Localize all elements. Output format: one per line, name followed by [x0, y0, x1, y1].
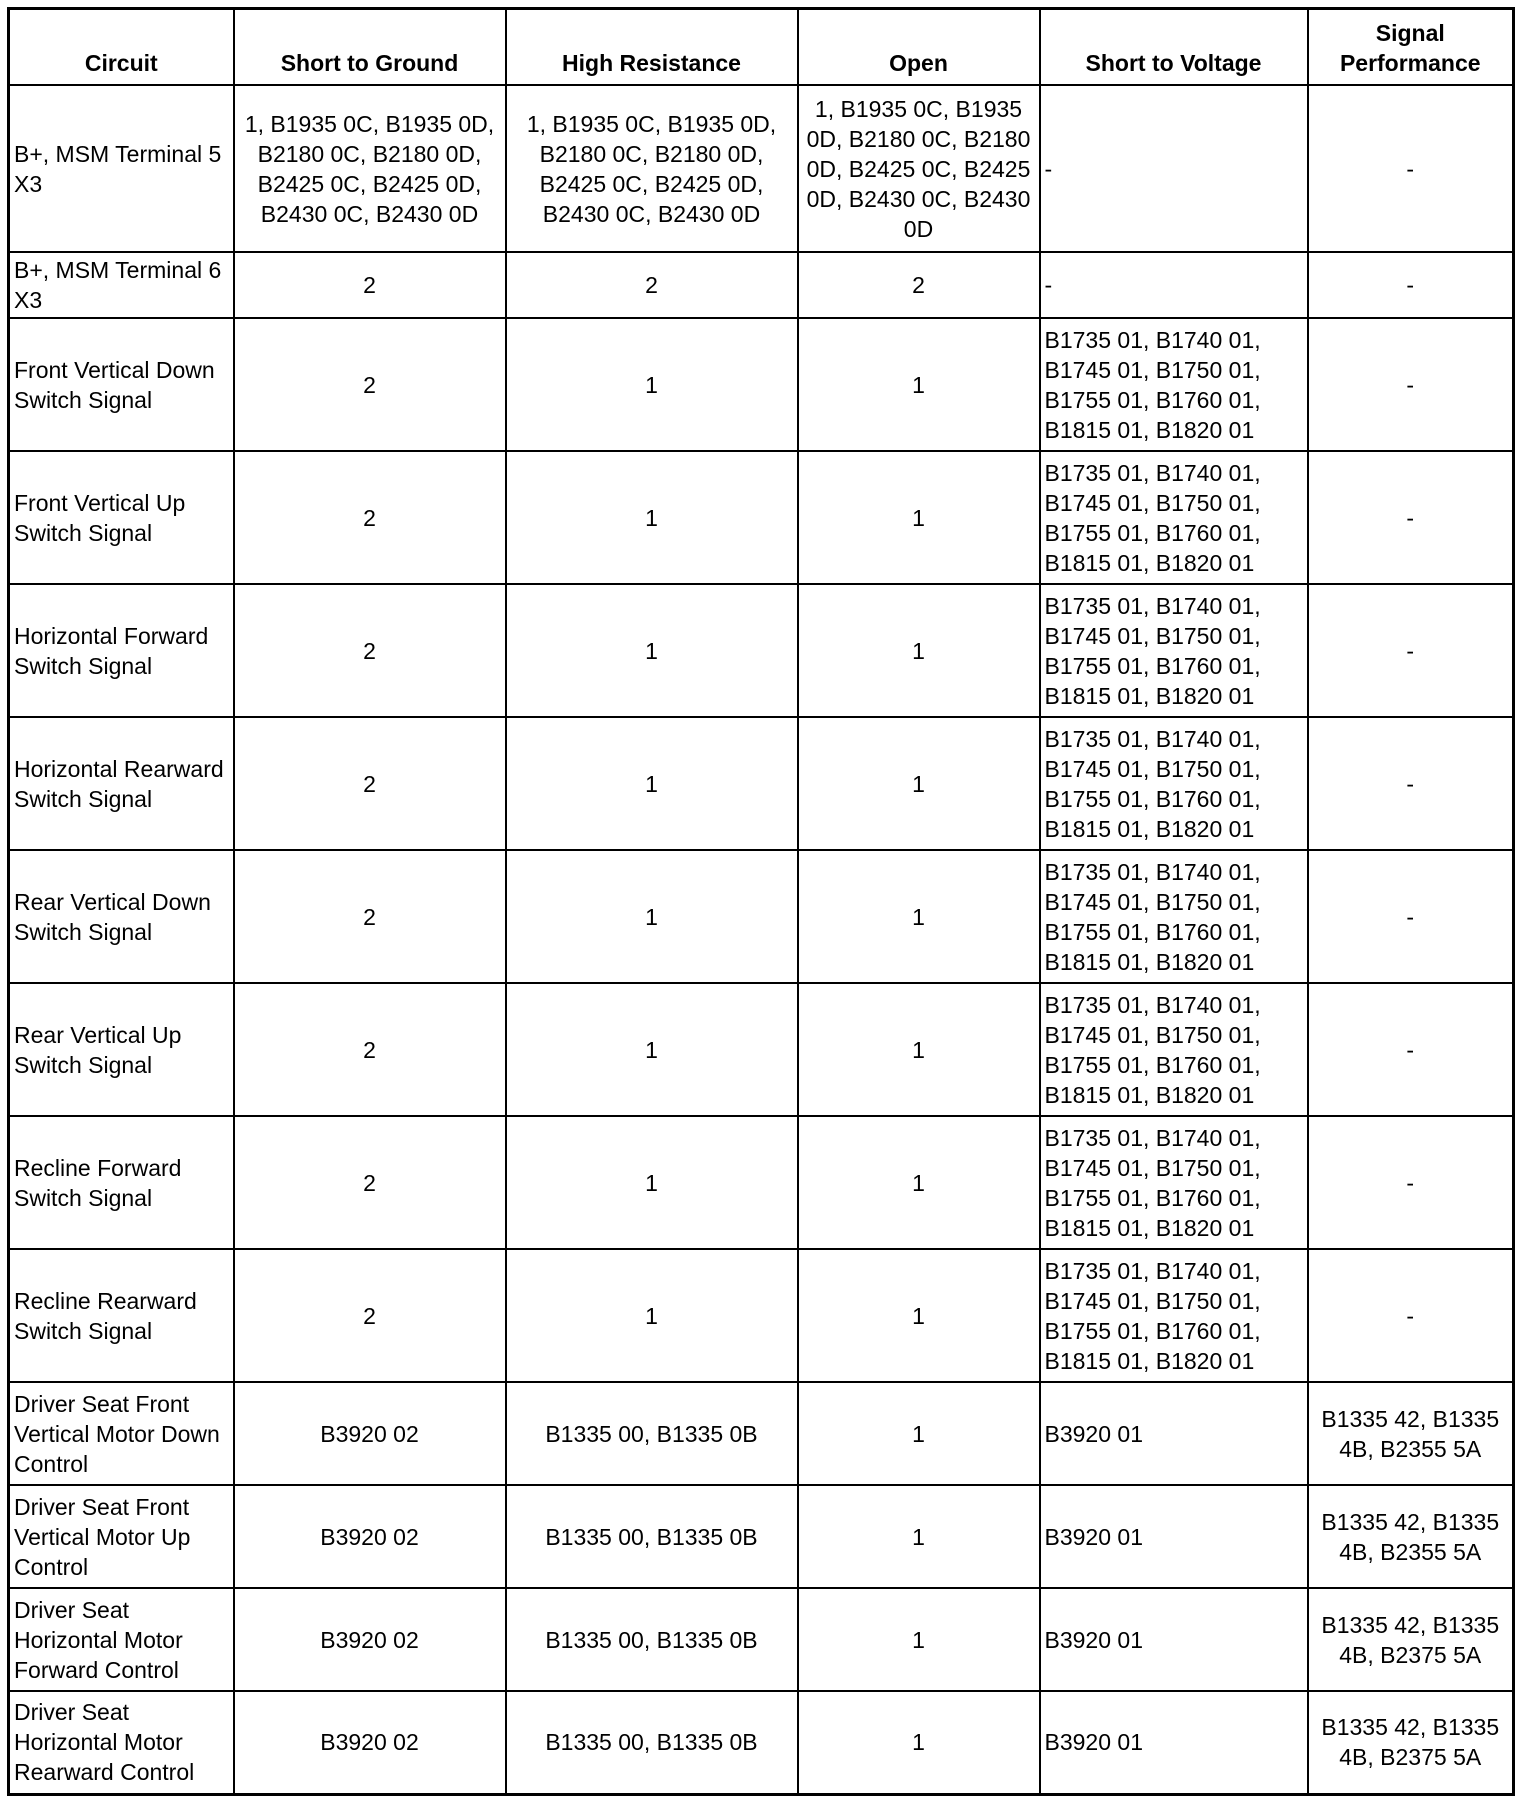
short-to-voltage-cell: -	[1040, 252, 1308, 318]
open-cell: 1	[798, 850, 1040, 983]
table-row	[9, 850, 1514, 983]
high-resistance-cell: 1	[506, 983, 798, 1116]
high-resistance-cell: 1	[506, 850, 798, 983]
header-short-to-ground: Short to Ground	[234, 9, 506, 86]
short-to-ground-cell: B3920 02	[234, 1588, 506, 1691]
header-circuit: Circuit	[9, 9, 234, 86]
high-resistance-cell: 1	[506, 584, 798, 717]
short-to-ground-cell: 2	[234, 983, 506, 1116]
circuit-cell: Recline Forward Switch Signal	[9, 1116, 234, 1249]
table-row	[9, 1116, 1514, 1249]
circuit-cell: Horizontal Rearward Switch Signal	[9, 717, 234, 850]
short-to-ground-cell: B3920 02	[234, 1691, 506, 1794]
short-to-ground-cell: B3920 02	[234, 1485, 506, 1588]
table-row	[9, 983, 1514, 1116]
table-body	[9, 85, 1514, 1794]
high-resistance-cell: B1335 00, B1335 0B	[506, 1588, 798, 1691]
header-short-to-voltage: Short to Voltage	[1040, 9, 1308, 86]
high-resistance-cell: 1, B1935 0C, B1935 0D, B2180 0C, B2180 0D, B2425 0C, B2425 0D, B2430 0C, B2430 0D	[506, 85, 798, 252]
high-resistance-cell: 1	[506, 1116, 798, 1249]
signal-performance-cell: -	[1308, 1116, 1514, 1249]
circuit-cell: Rear Vertical Up Switch Signal	[9, 983, 234, 1116]
signal-performance-cell: -	[1308, 717, 1514, 850]
short-to-ground-cell: 2	[234, 850, 506, 983]
short-to-ground-cell: 2	[234, 584, 506, 717]
signal-performance-cell: -	[1308, 318, 1514, 451]
high-resistance-cell: 1	[506, 451, 798, 584]
circuit-cell: Driver Seat Front Vertical Motor Up Control	[9, 1485, 234, 1588]
circuit-cell: B+, MSM Terminal 5 X3	[9, 85, 234, 252]
circuit-cell: Driver Seat Horizontal Motor Rearward Control	[9, 1691, 234, 1794]
short-to-voltage-cell: B1735 01, B1740 01, B1745 01, B1750 01, B1755 01, B1760 01, B1815 01, B1820 01	[1040, 318, 1308, 451]
high-resistance-cell: B1335 00, B1335 0B	[506, 1382, 798, 1485]
signal-performance-cell: -	[1308, 850, 1514, 983]
circuit-cell: Driver Seat Horizontal Motor Forward Control	[9, 1588, 234, 1691]
table-header	[9, 9, 1514, 86]
signal-performance-cell: -	[1308, 1249, 1514, 1382]
open-cell: 1	[798, 1382, 1040, 1485]
open-cell: 1	[798, 1588, 1040, 1691]
table-row	[9, 1249, 1514, 1382]
table-row	[9, 318, 1514, 451]
short-to-ground-cell: 1, B1935 0C, B1935 0D, B2180 0C, B2180 0D, B2425 0C, B2425 0D, B2430 0C, B2430 0D	[234, 85, 506, 252]
table-row	[9, 1691, 1514, 1794]
short-to-ground-cell: 2	[234, 318, 506, 451]
short-to-voltage-cell: B3920 01	[1040, 1382, 1308, 1485]
circuit-cell: Front Vertical Up Switch Signal	[9, 451, 234, 584]
table-row	[9, 1485, 1514, 1588]
signal-performance-cell: B1335 42, B1335 4B, B2375 5A	[1308, 1588, 1514, 1691]
short-to-voltage-cell: B3920 01	[1040, 1588, 1308, 1691]
signal-performance-cell: -	[1308, 584, 1514, 717]
short-to-ground-cell: 2	[234, 717, 506, 850]
signal-performance-cell: -	[1308, 252, 1514, 318]
table-row	[9, 1382, 1514, 1485]
high-resistance-cell: 1	[506, 318, 798, 451]
open-cell: 1	[798, 451, 1040, 584]
short-to-ground-cell: 2	[234, 1116, 506, 1249]
signal-performance-cell: B1335 42, B1335 4B, B2375 5A	[1308, 1691, 1514, 1794]
short-to-voltage-cell: B1735 01, B1740 01, B1745 01, B1750 01, B1755 01, B1760 01, B1815 01, B1820 01	[1040, 584, 1308, 717]
open-cell: 1	[798, 1691, 1040, 1794]
short-to-ground-cell: 2	[234, 1249, 506, 1382]
table-row	[9, 1588, 1514, 1691]
high-resistance-cell: B1335 00, B1335 0B	[506, 1485, 798, 1588]
signal-performance-cell: -	[1308, 451, 1514, 584]
table-row	[9, 252, 1514, 318]
short-to-voltage-cell: B1735 01, B1740 01, B1745 01, B1750 01, B1755 01, B1760 01, B1815 01, B1820 01	[1040, 1249, 1308, 1382]
short-to-voltage-cell: B1735 01, B1740 01, B1745 01, B1750 01, B1755 01, B1760 01, B1815 01, B1820 01	[1040, 1116, 1308, 1249]
table-row	[9, 717, 1514, 850]
open-cell: 1	[798, 717, 1040, 850]
short-to-voltage-cell: B3920 01	[1040, 1691, 1308, 1794]
short-to-voltage-cell: B1735 01, B1740 01, B1745 01, B1750 01, B1755 01, B1760 01, B1815 01, B1820 01	[1040, 850, 1308, 983]
header-row	[9, 9, 1514, 86]
short-to-ground-cell: B3920 02	[234, 1382, 506, 1485]
table-row	[9, 584, 1514, 717]
short-to-ground-cell: 2	[234, 451, 506, 584]
circuit-cell: Front Vertical Down Switch Signal	[9, 318, 234, 451]
short-to-voltage-cell: -	[1040, 85, 1308, 252]
short-to-voltage-cell: B1735 01, B1740 01, B1745 01, B1750 01, B1755 01, B1760 01, B1815 01, B1820 01	[1040, 451, 1308, 584]
signal-performance-cell: -	[1308, 85, 1514, 252]
circuit-cell: Driver Seat Front Vertical Motor Down Control	[9, 1382, 234, 1485]
high-resistance-cell: B1335 00, B1335 0B	[506, 1691, 798, 1794]
short-to-ground-cell: 2	[234, 252, 506, 318]
open-cell: 1	[798, 1485, 1040, 1588]
open-cell: 2	[798, 252, 1040, 318]
signal-performance-cell: -	[1308, 983, 1514, 1116]
header-open: Open	[798, 9, 1040, 86]
header-signal-performance: Signal Performance	[1308, 9, 1514, 86]
high-resistance-cell: 1	[506, 1249, 798, 1382]
short-to-voltage-cell: B1735 01, B1740 01, B1745 01, B1750 01, B1755 01, B1760 01, B1815 01, B1820 01	[1040, 717, 1308, 850]
circuit-cell: B+, MSM Terminal 6 X3	[9, 252, 234, 318]
table-row	[9, 451, 1514, 584]
open-cell: 1	[798, 584, 1040, 717]
circuit-cell: Recline Rearward Switch Signal	[9, 1249, 234, 1382]
open-cell: 1	[798, 1116, 1040, 1249]
open-cell: 1	[798, 318, 1040, 451]
short-to-voltage-cell: B3920 01	[1040, 1485, 1308, 1588]
short-to-voltage-cell: B1735 01, B1740 01, B1745 01, B1750 01, B1755 01, B1760 01, B1815 01, B1820 01	[1040, 983, 1308, 1116]
circuit-cell: Rear Vertical Down Switch Signal	[9, 850, 234, 983]
open-cell: 1, B1935 0C, B1935 0D, B2180 0C, B2180 0D, B2425 0C, B2425 0D, B2430 0C, B2430 0D	[798, 85, 1040, 252]
circuit-fault-table	[7, 7, 1515, 1796]
signal-performance-cell: B1335 42, B1335 4B, B2355 5A	[1308, 1485, 1514, 1588]
open-cell: 1	[798, 983, 1040, 1116]
open-cell: 1	[798, 1249, 1040, 1382]
signal-performance-cell: B1335 42, B1335 4B, B2355 5A	[1308, 1382, 1514, 1485]
high-resistance-cell: 1	[506, 717, 798, 850]
table-row	[9, 85, 1514, 252]
circuit-cell: Horizontal Forward Switch Signal	[9, 584, 234, 717]
high-resistance-cell: 2	[506, 252, 798, 318]
header-high-resistance: High Resistance	[506, 9, 798, 86]
